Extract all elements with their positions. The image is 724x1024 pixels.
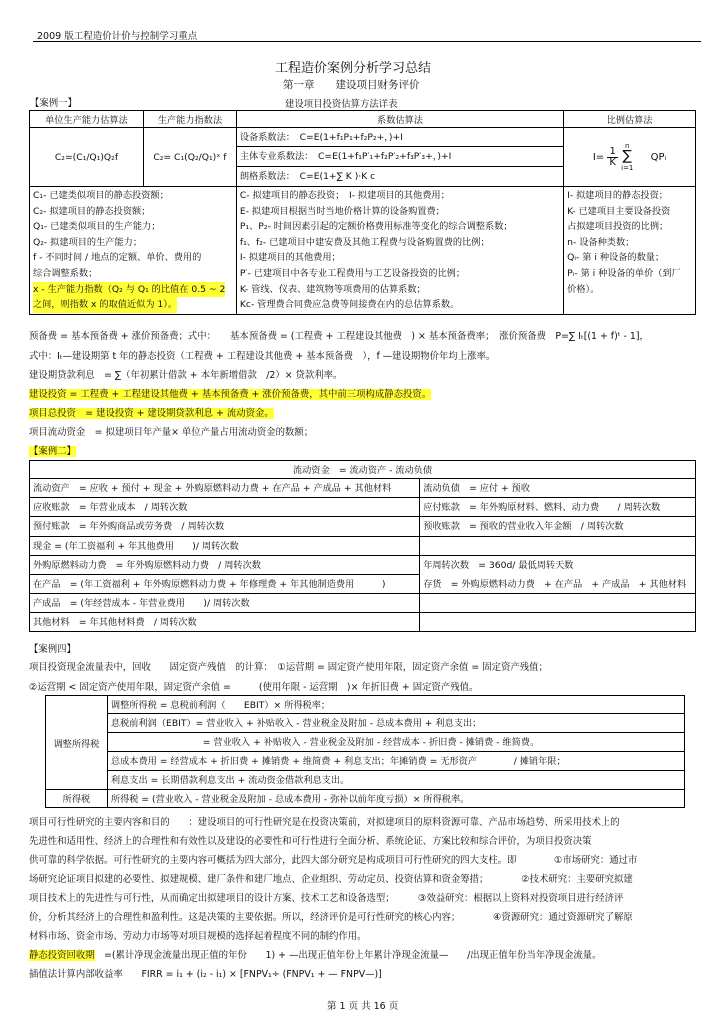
empty-cell: [420, 594, 696, 613]
adjusted-tax-row: 调整所得税 = 息税前利润（ EBIT）× 所得税率；: [107, 696, 684, 714]
legend-line: f₁、f₂- 已建项目中建安费及其他工程费与设备购置费的比例；: [239, 236, 490, 248]
highlight-text: 项目总投资 = 建设投资 + 建设期贷款利息 + 流动资金。: [29, 408, 274, 419]
legend-line: Pᵢ- 第 i 种设备的单价（到厂: [567, 267, 681, 279]
legend-line: I- 拟建项目的其他费用；: [239, 252, 341, 264]
ebit-row-1: 息税前利润（EBIT）= 营业收入 + 补贴收入 - 营业税金及附加 - 总成本费用 + 利息支出；: [107, 714, 684, 733]
empty-cell: [420, 613, 696, 632]
legend-line: C₂- 拟建项目的静态投资额；: [33, 205, 151, 217]
legend-line: E- 拟建项目根据当时当地价格计算的设备购置费；: [239, 205, 445, 217]
purchased-materials-row: 外购原燃料动力费 = 年外购原燃料动力费 / 周转次数: [30, 556, 420, 575]
feasibility-paragraph-line: 价，分析其经济上的合理性和盈利性。这是决策的主要依据。所以，经济评价是可行性研究的核心内容； ④资源研究：通过资源研究了解原: [29, 912, 633, 923]
formula-prefix: I=: [592, 152, 605, 163]
prepayments-row: 预付账款 = 年外购商品或劳务费 / 周转次数: [30, 517, 420, 537]
contingency-notes: 式中：Iₜ—建设期第 t 年的静态投资（工程费 + 工程建设其他费 + 基本预备费 ），f —建设期物价年均上涨率。: [29, 351, 496, 362]
fraction: [607, 147, 618, 168]
fraction-denominator: K: [609, 156, 616, 168]
legend-line: f - 不同时间 / 地点的定额、单价、费用的: [33, 252, 202, 264]
sum-upper: n: [625, 142, 630, 150]
irr-formula: 插值法计算内部收益率 FIRR = i₁ + (i₂ - i₁) × [FNPV₁÷ (FNPV₁ + — FNPV—)]: [29, 969, 382, 980]
sigma-icon: ∑: [622, 148, 632, 164]
legend-proportion-method: [564, 187, 696, 315]
working-capital-formula: 项目流动资金 = 拟建项目年产量× 单位产量占用流动资金的数额；: [29, 427, 314, 438]
other-materials-row: 其他材料 = 年其他材料费 / 周转次数: [30, 613, 420, 632]
col-header-capacity-index: 生产能力指数法: [143, 111, 236, 128]
legend-line: n- 设备种类数；: [567, 236, 635, 248]
sum-lower: i=1: [621, 164, 634, 172]
legend-line: 价格）。: [567, 283, 600, 295]
fraction-numerator: 1: [609, 145, 616, 157]
case-1-label: 【案例一】: [30, 98, 77, 109]
income-tax-row: 所得税 = (营业收入 - 营业税金及附加 - 总成本费用 - 弥补以前年度亏损）× 所得税率。: [107, 790, 684, 808]
legend-line: 综合调整系数；: [33, 267, 98, 279]
legend-line: P′- 已建项目中各专业工程费用与工艺设备投资的比例；: [239, 267, 466, 279]
header-rule: [33, 41, 701, 42]
feasibility-paragraph-line: 项目技术上的先进性与可行性，从而确定出拟建项目的设计方案、技术工艺和设备选型； ③效益研究：根据以上资料对投资项目进行经济评: [29, 893, 624, 904]
highlight-text: 建设投资 = 工程费 + 工程建设其他费 + 基本预备费 + 涨价预备费，其中前三项构成静态投资。: [29, 389, 432, 400]
total-cost-row: 总成本费用 = 经营成本 + 折旧费 + 摊销费 + 维简费 + 利息支出；年摊销费 = 无形资产 / 摊销年限；: [107, 752, 684, 771]
legend-line-highlight: 之间，则指数 x 的取值近似为 1）。: [33, 297, 177, 313]
feasibility-paragraph-line: 场研究论证项目拟建的必要性、拟建规模、建厂条件和建厂地点、企业组织、劳动定员、投资估算和资金筹措； ②技术研究：主要研究拟建: [29, 874, 633, 885]
advance-receipts-row: 预收账款 = 预收的营业收入年金额 / 周转次数: [420, 517, 696, 537]
legend-coefficient-method: [236, 187, 563, 315]
current-liabilities-row: 流动负债 = 应付 + 预收: [420, 479, 696, 498]
static-payback-formula: [29, 947, 695, 961]
legend-line: K- 已建项目主要设备投资: [567, 205, 671, 217]
formula-proportion: [564, 128, 696, 187]
legend-line: K- 管线、仪表、建筑物等项费用的估算系数；: [239, 283, 426, 295]
inventory-row: 存货 = 外购原燃料动力费 + 在产品 + 产成品 + 其他材料: [423, 579, 687, 590]
case-2-label: [29, 443, 695, 457]
static-payback-rest: =(累计净现金流量出现正值的年份 1) + —出现正值年份上年累计净现金流量— /出现正值年份当年净现金流量。: [94, 950, 602, 961]
current-assets-row: 流动资产 = 应收 + 预付 + 现金 + 外购原燃料动力费 + 在产品 + 产成品 + 其他材料: [30, 479, 420, 498]
working-capital-table: [29, 460, 696, 632]
income-tax-table: [45, 695, 685, 808]
legend-line: 占拟建项目投资的比例；: [567, 221, 669, 233]
total-investment-formula: [29, 405, 695, 419]
contingency-formula: 预备费 = 基本预备费 + 涨价预备费；式中： 基本预备费 = (工程费 + 工程建设其他费 ) × 基本预备费率； 涨价预备费 P=∑ Iₜ[(1 + f)ᵗ - 1]，: [29, 331, 649, 342]
feasibility-paragraph-line: 材料市场、资金市场、劳动力市场等对项目规模的选择起着程度不同的制约作用。: [29, 931, 367, 942]
adjusted-tax-label: 调整所得税: [46, 696, 108, 790]
work-in-progress-row: 在产品 = (年工资福利 + 年外购原燃料动力费 + 年修理费 + 年其他制造费用 ): [30, 575, 420, 594]
feasibility-paragraph-line: 先进性和适用性、经济上的合理性和有效性以及建设的必要性和可行性进行全面分析、系统论证、方案比较和综合评价，为项目投资决策: [29, 836, 592, 847]
legend-line: Q₁- 已建类似项目的生产能力；: [33, 221, 161, 233]
finished-goods-row: 产成品 = (年经营成本 - 年营业费用 )/ 周转次数: [30, 594, 420, 613]
receivables-row: 应收账款 = 年营业成本 / 周转次数: [30, 498, 420, 517]
legend-line-highlight: x - 生产能力指数（Q₂ 与 Q₁ 的比值在 0.5 ~ 2: [33, 282, 225, 298]
legend-line: Kc- 管理费合同费应急费等间接费在内的总估算系数。: [239, 299, 460, 311]
payables-row: 应付账款 = 年外购原材料、燃料、动力费 / 周转次数: [420, 498, 696, 517]
ebit-row-2: = 营业收入 + 补贴收入 - 营业税金及附加 - 经营成本 - 折旧费 - 摊销费 - 维简费。: [107, 733, 684, 752]
legend-line: I- 拟建项目的静态投资；: [567, 190, 668, 201]
estimation-methods-table: [29, 110, 696, 315]
table-1-caption: 建设项目投资估算方法详表: [285, 99, 398, 110]
formula-main-specialty-coefficient: 主体专业系数法： C=E(1+f₁P′₁+f₂P′₂+f₃P′₃+，)+I: [236, 147, 563, 167]
empty-cell: [420, 537, 696, 556]
sum-symbol: [621, 141, 633, 173]
col-header-unit-capacity: 单位生产能力估算法: [30, 111, 144, 128]
page-footer: 第 1 页 共 16 页: [327, 1001, 399, 1012]
construction-investment-formula: [29, 386, 695, 400]
residual-value-rule-1: 项目投资现金流量表中，回收 固定资产残值 的计算： ①运营期 = 固定资产使用年限，固定资产余值 = 固定资产残值；: [29, 662, 548, 673]
formula-unit-capacity: C₂=(C₁/Q₁)Q₂f: [30, 128, 144, 187]
feasibility-paragraph-line: 供可靠的科学依据。可行性研究的主要内容可概括为四大部分，此四大部分研究是构成项目可行性研究的四大支柱。即 ①市场研究：通过市: [29, 855, 638, 866]
formula-equipment-coefficient: 设备系数法： C=E(1+f₁P₁+f₂P₂+，)+I: [236, 128, 563, 147]
highlight-text: 静态投资回收期: [29, 950, 95, 961]
formula-capacity-index: C₂= C₁(Q₂/Q₁)ˣ f: [143, 128, 236, 187]
cash-row: 现金 = (年工资福利 + 年其他费用 )/ 周转次数: [30, 537, 420, 556]
page-header: 2009 版工程造价计价与控制学习重点: [37, 31, 198, 42]
legend-line: Q₂- 拟建项目的生产能力；: [33, 236, 143, 248]
formula-lang-coefficient: 朗格系数法： C=E(1+∑ K )·K c: [236, 167, 563, 187]
col-header-coefficient: 系数估算法: [236, 111, 563, 128]
loan-interest-formula: 建设期贷款利息 = ∑（年初累计借款 + 本年新增借款 /2）× 贷款利率。: [29, 370, 343, 381]
legend-line: C- 拟建项目的静态投资； I- 拟建项目的其他费用；: [239, 190, 450, 201]
highlight-text: 【案例二】: [29, 446, 76, 457]
turnover-inventory-cell: [420, 556, 696, 594]
turnover-row: 年周转次数 = 360d/ 最低周转天数: [423, 560, 574, 571]
formula-qp: QPᵢ: [650, 152, 667, 163]
page-title: 工程造价案例分析学习总结: [275, 61, 432, 76]
residual-value-rule-2: ②运营期 < 固定资产使用年限，固定资产余值 = (使用年限 - 运营期 )× 年折旧费 + 固定资产残值。: [29, 682, 479, 693]
feasibility-paragraph-line: 项目可行性研究的主要内容和目的 ：建设项目的可行性研究是在投资决策前，对拟建项目的原料资源可靠、产品市场趋势、所采用技术上的: [29, 817, 620, 828]
interest-row: 利息支出 = 长期借款利息支出 + 流动资金借款利息支出。: [107, 771, 684, 790]
case-4-label: 【案例四】: [29, 644, 76, 655]
legend-line: C₁- 已建类似项目的静态投资额；: [33, 190, 169, 201]
col-header-proportion: 比例估算法: [564, 111, 696, 128]
legend-line: P₁、P₂- 时间因素引起的定额价格费用标准等变化的综合调整系数；: [239, 221, 513, 233]
legend-capacity-methods: [30, 187, 237, 315]
chapter-title: 第一章 建设项目财务评价: [283, 79, 420, 91]
working-capital-header: 流动资金 = 流动资产 - 流动负债: [30, 461, 696, 479]
income-tax-label: 所得税: [46, 790, 108, 808]
legend-line: Qᵢ- 第 i 种设备的数量；: [567, 252, 665, 264]
